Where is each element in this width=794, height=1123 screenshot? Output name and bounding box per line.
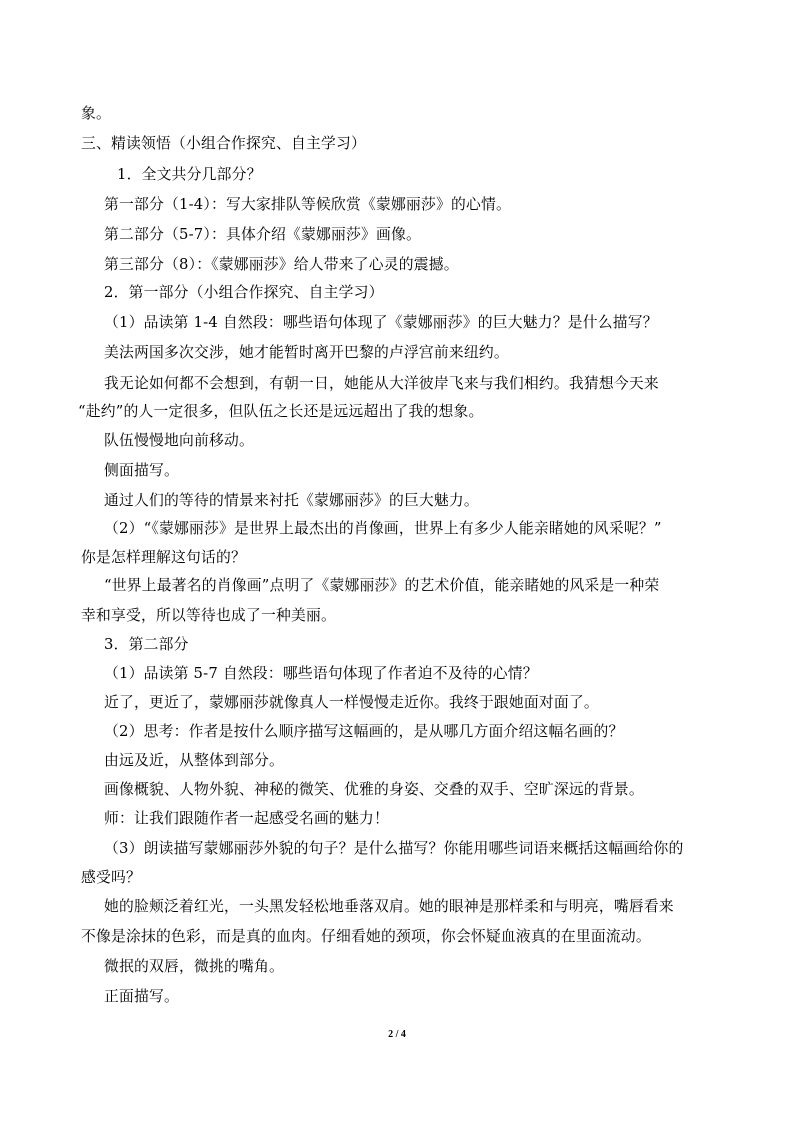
- text-line: 感受吗？: [81, 869, 141, 886]
- question-line: （2）思考：作者是按什么顺序描写这幅画的，是从哪几方面介绍这幅名画的？: [104, 723, 624, 740]
- question-line: （1）品读第 1-4 自然段：哪些语句体现了《蒙娜丽莎》的巨大魅力？是什么描写？: [104, 314, 658, 331]
- question-heading: 3．第二部分: [104, 636, 189, 653]
- text-line: 正面描写。: [104, 988, 179, 1005]
- text-line: 第二部分（5-7）：具体介绍《蒙娜丽莎》画像。: [104, 226, 421, 243]
- text-line: 队伍慢慢地向前移动。: [104, 432, 254, 449]
- text-line: 师：让我们跟随作者一起感受名画的魅力！: [104, 810, 389, 827]
- text-line: 第三部分（8）：《蒙娜丽莎》给人带来了心灵的震撼。: [104, 256, 459, 273]
- text-line: 她的脸颊泛着红光，一头黑发轻松地垂落双肩。她的眼神是那样柔和与明亮，嘴唇看来: [104, 898, 674, 915]
- text-line: 幸和享受，所以等待也成了一种美丽。: [81, 607, 336, 624]
- question-line: （3）朗读描写蒙娜丽莎外貌的句子？是什么描写？你能用哪些词语来概括这幅画给你的: [104, 840, 684, 857]
- text-line: 我无论如何都不会想到，有朝一日，她能从大洋彼岸飞来与我们相约。我猜想今天来: [104, 375, 659, 392]
- text-line: 美法两国多次交涉，她才能暂时离开巴黎的卢浮宫前来纽约。: [104, 344, 509, 361]
- question-heading: 2．第一部分（小组合作探究、自主学习）: [104, 284, 384, 301]
- text-line: 通过人们的等待的情景来衬托《蒙娜丽莎》的巨大魅力。: [104, 492, 479, 509]
- section-heading: 三、精读领悟（小组合作探究、自主学习）: [81, 135, 366, 152]
- text-line: “赴约”的人一定很多，但队伍之长还是远远超出了我的想象。: [78, 403, 484, 420]
- text-line: 微抿的双唇，微挑的嘴角。: [104, 958, 284, 975]
- page-number: 2 / 4: [388, 1029, 406, 1040]
- text-line: 侧面描写。: [104, 462, 179, 479]
- question-heading: 1．全文共分几部分？: [117, 166, 262, 183]
- text-line: 近了，更近了，蒙娜丽莎就像真人一样慢慢走近你。我终于跟她面对面了。: [104, 694, 599, 711]
- text-line: 由远及近，从整体到部分。: [104, 752, 284, 769]
- text-line: 画像概貌、人物外貌、神秘的微笑、优雅的身姿、交叠的双手、空旷深远的背景。: [104, 781, 644, 798]
- question-line: （1）品读第 5-7 自然段：哪些语句体现了作者迫不及待的心情？: [104, 665, 538, 682]
- text-line: 你是怎样理解这句话的？: [81, 549, 246, 566]
- text-line: 象。: [81, 105, 111, 122]
- text-line: 不像是涂抹的色彩，而是真的血肉。仔细看她的颈项，你会怀疑血液真的在里面流动。: [81, 928, 651, 945]
- text-line: 第一部分（1-4）：写大家排队等候欣赏《蒙娜丽莎》的心情。: [104, 196, 511, 213]
- text-line: “世界上最著名的肖像画”点明了《蒙娜丽莎》的艺术价值，能亲睹她的风采是一种荣: [104, 577, 660, 594]
- question-line: （2）“《蒙娜丽莎》是世界上最杰出的肖像画，世界上有多少人能亲睹她的风采呢？”: [104, 520, 662, 537]
